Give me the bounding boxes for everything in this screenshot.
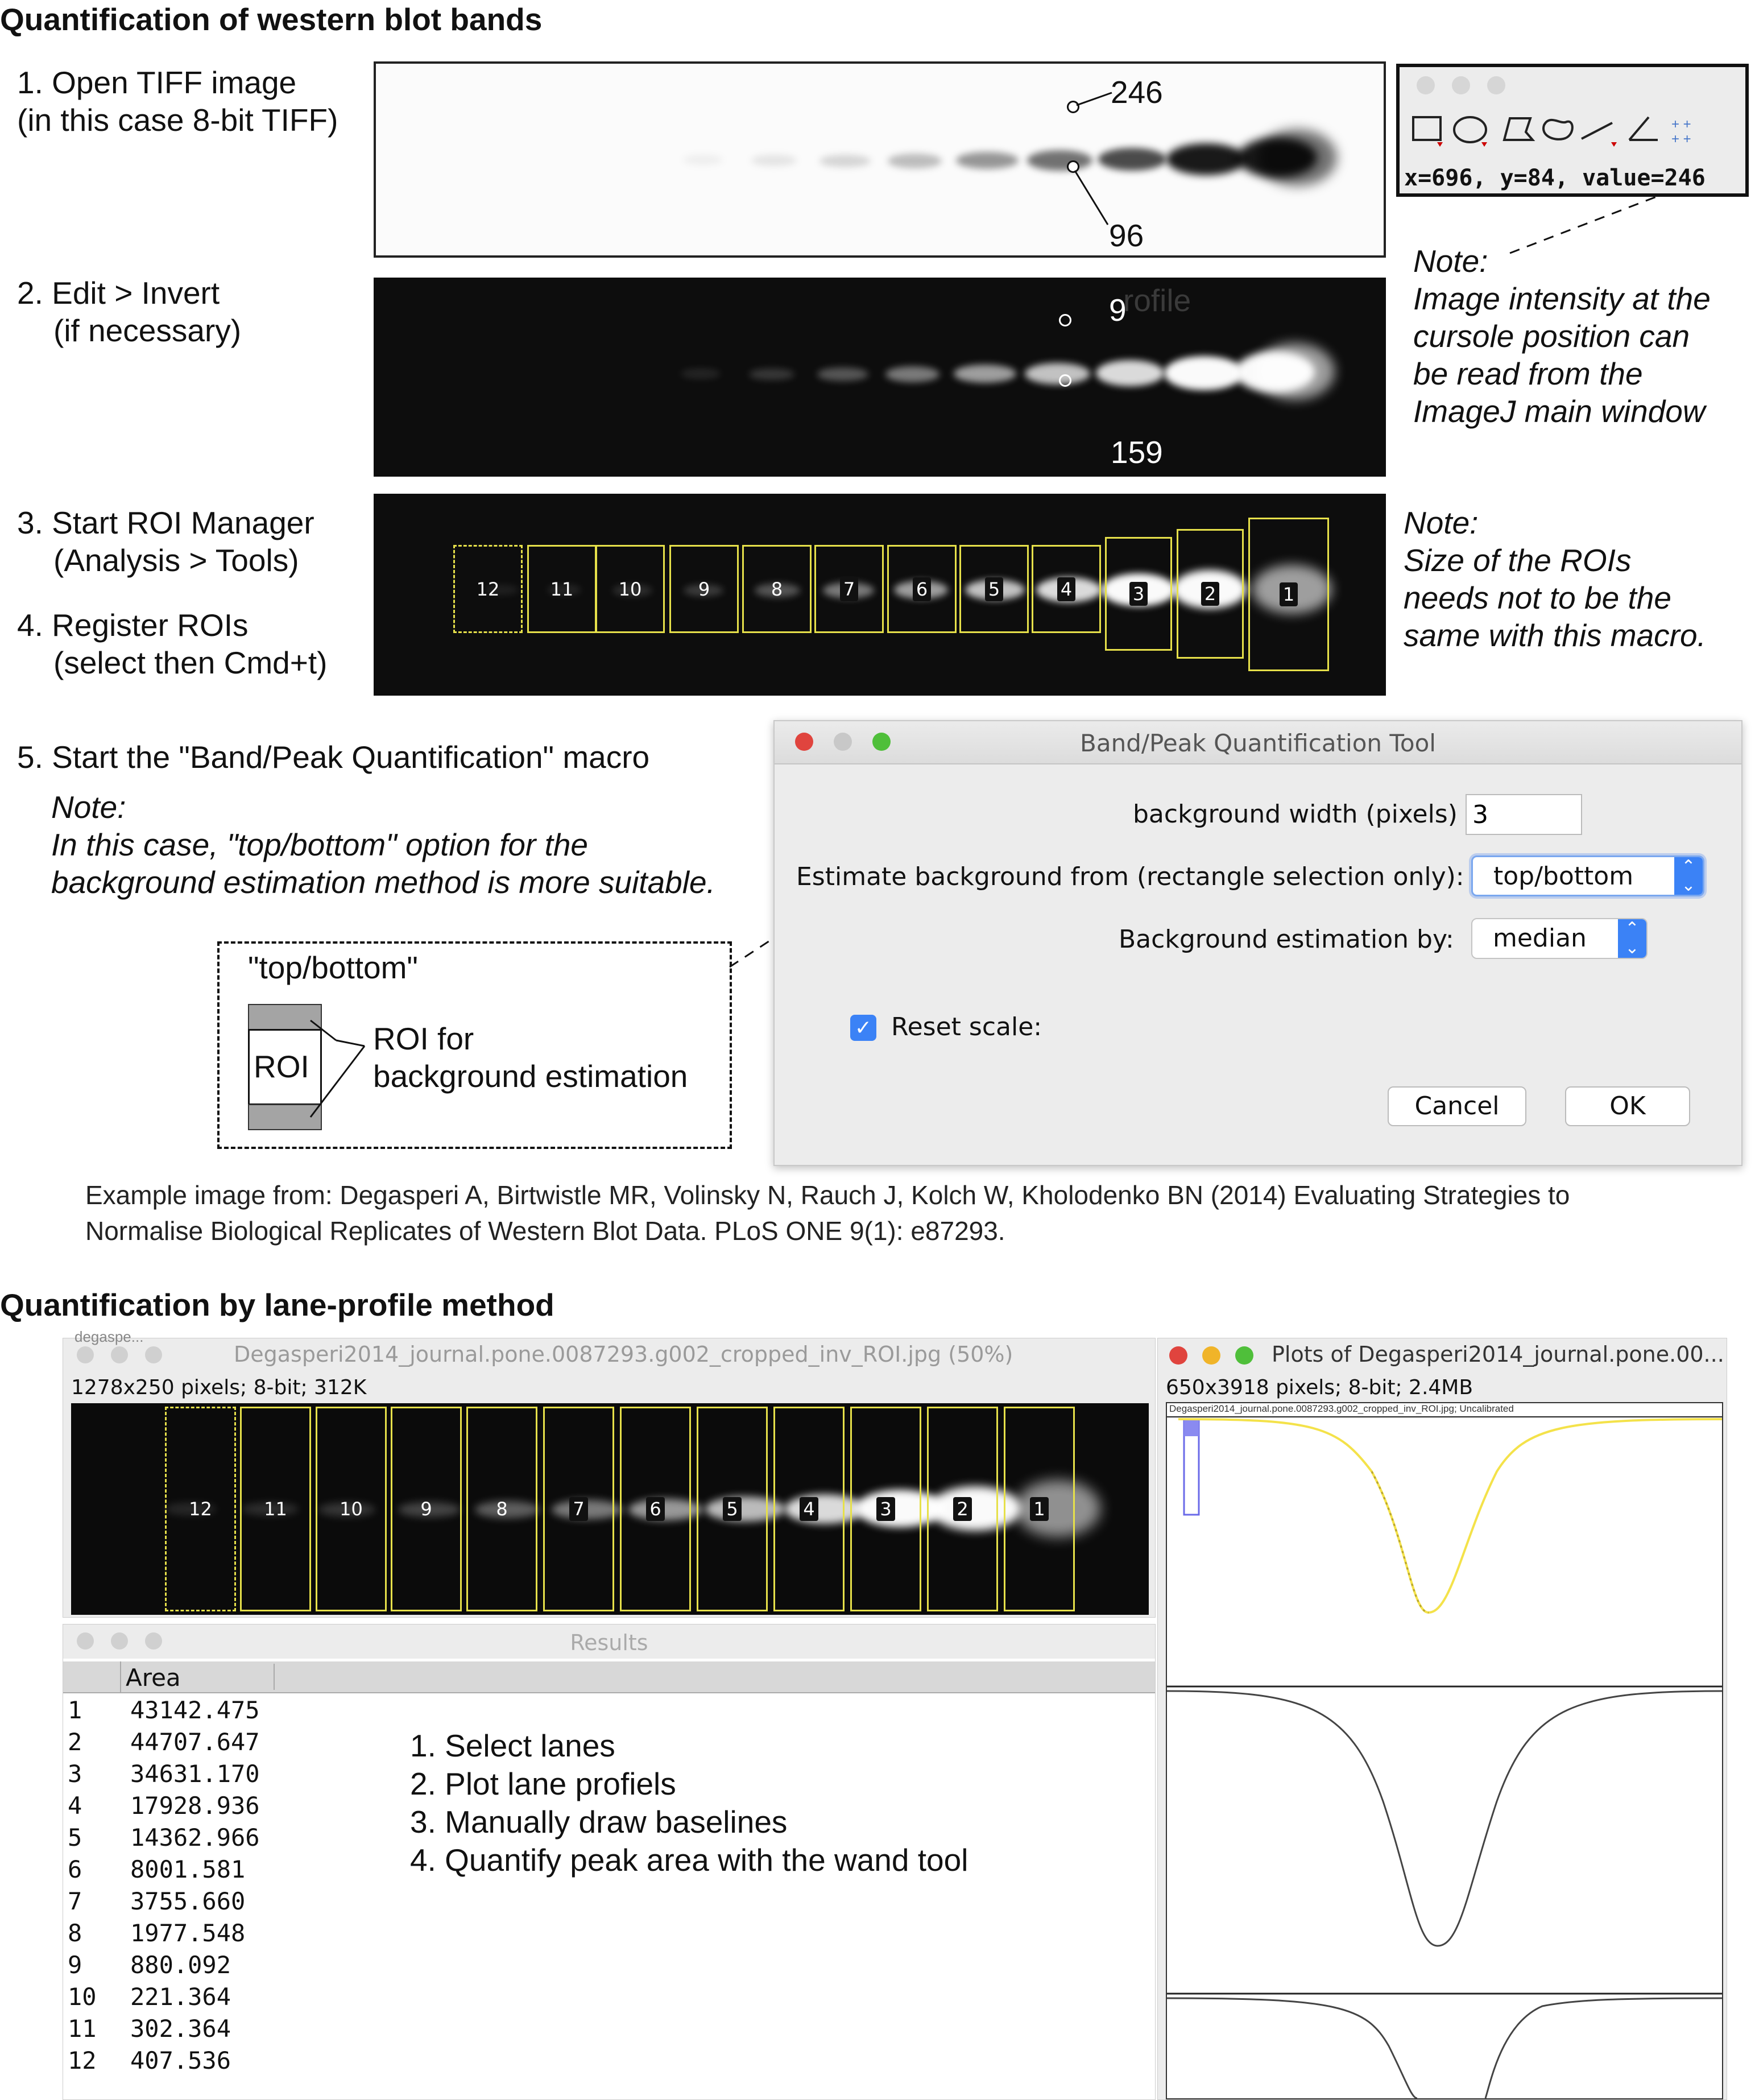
- ok-button[interactable]: OK: [1565, 1086, 1690, 1126]
- row-number: 2: [68, 1728, 82, 1756]
- row-area: 8001.581: [130, 1855, 246, 1883]
- step3-line2: (Analysis > Tools): [53, 543, 299, 578]
- step2-line1: 2. Edit > Invert: [17, 275, 220, 311]
- row-number: 1: [68, 1696, 82, 1724]
- row-area: 1977.548: [130, 1919, 246, 1947]
- window-close-button[interactable]: [77, 1346, 94, 1363]
- estimate-label: Estimate background from (rectangle selection only):: [796, 862, 1464, 891]
- reset-scale-checkbox[interactable]: ✓: [850, 1015, 876, 1041]
- table-row[interactable]: [63, 2047, 231, 2074]
- lane-roi-label-8: 8: [496, 1498, 508, 1520]
- lane-roi-6[interactable]: [620, 1407, 691, 1611]
- table-row[interactable]: [63, 1951, 231, 1979]
- step1-line2: (in this case 8-bit TIFF): [17, 102, 338, 138]
- svg-text:+ +: + +: [1671, 131, 1691, 147]
- note-roi-line2: Size of the ROIs: [1404, 543, 1632, 578]
- plot-header-text: Degasperi2014_journal.pone.0087293.g002_cropped_inv_ROI.jpg; Uncalibrated: [1169, 1403, 1514, 1414]
- table-row[interactable]: [63, 1855, 245, 1883]
- row-number: 7: [68, 1887, 82, 1915]
- results-title: Results: [570, 1630, 648, 1655]
- roi-12[interactable]: [453, 545, 523, 633]
- gel1-value-top: 246: [1111, 75, 1163, 110]
- instruction-3: 3. Manually draw baselines: [410, 1804, 788, 1839]
- row-area: 17928.936: [130, 1792, 260, 1820]
- roi-caption-line2: background estimation: [373, 1059, 688, 1094]
- instruction-1: 1. Select lanes: [410, 1728, 615, 1763]
- row-number: 10: [68, 1983, 97, 2011]
- note-intensity-line2: Image intensity at the: [1413, 281, 1711, 316]
- lane-roi-label-1: 1: [1030, 1497, 1048, 1521]
- note-intensity: [1413, 242, 1711, 430]
- note-step5-line3: background estimation method is more suitable.: [51, 865, 715, 900]
- lane-roi-7[interactable]: [543, 1407, 614, 1611]
- instruction-2: 2. Plot lane profiels: [410, 1766, 676, 1801]
- note-intensity-line4: be read from the: [1413, 356, 1643, 391]
- lane-roi-label-2: 2: [953, 1497, 971, 1521]
- window-zoom-button[interactable]: [145, 1346, 162, 1363]
- lane-roi-5[interactable]: [697, 1407, 768, 1611]
- note-roi-line1: Note:: [1404, 505, 1479, 540]
- lane-roi-12[interactable]: [165, 1407, 236, 1611]
- gel-image-inverted[interactable]: [374, 278, 1386, 477]
- table-row[interactable]: [63, 1792, 260, 1820]
- imagej-toolbar-window: [1396, 64, 1749, 197]
- results-table-body: [63, 1696, 291, 2094]
- reset-scale-label: Reset scale:: [891, 1012, 1042, 1041]
- note-step5-line1: Note:: [51, 789, 126, 825]
- row-number: 3: [68, 1760, 82, 1788]
- roi-label-8: 8: [771, 578, 783, 600]
- table-row[interactable]: [63, 1696, 260, 1724]
- line-tool-icon[interactable]: [1582, 123, 1617, 147]
- note-roi-line4: same with this macro.: [1404, 618, 1706, 653]
- step4-line1: 4. Register ROIs: [17, 607, 249, 643]
- row-number: 8: [68, 1919, 82, 1947]
- plot-window: [1157, 1338, 1727, 2100]
- roi-4[interactable]: [1032, 545, 1101, 633]
- gel-image-with-rois[interactable]: [374, 494, 1386, 696]
- citation-line1: Example image from: Degasperi A, Birtwistle MR, Volinsky N, Rauch J, Kolch W, Kholodenko BN (2014) Evaluating Strategies to: [85, 1180, 1570, 1210]
- lane-roi-10[interactable]: [316, 1407, 387, 1611]
- row-number: 11: [68, 2015, 97, 2043]
- lane-profile-plots: [1167, 1403, 1722, 2098]
- row-number: 6: [68, 1855, 82, 1883]
- estimation-by-value: median: [1493, 924, 1587, 953]
- lane-roi-4[interactable]: [773, 1407, 845, 1611]
- cancel-button[interactable]: Cancel: [1388, 1086, 1526, 1126]
- topbottom-illustration: [217, 941, 732, 1149]
- gel2-ghost-text: rofile: [1123, 283, 1191, 318]
- band-peak-dialog: [773, 720, 1742, 1166]
- lane-roi-label-7: 7: [569, 1497, 587, 1521]
- roi-label-11: 11: [550, 578, 574, 600]
- toolbar-tools: [1404, 108, 1745, 154]
- table-row[interactable]: [63, 1824, 260, 1851]
- roi-6[interactable]: [887, 545, 957, 633]
- roi-2[interactable]: [1177, 529, 1244, 659]
- section2-title: Quantification by lane-profile method: [0, 1287, 554, 1322]
- citation: [85, 1177, 1570, 1249]
- select-arrows-icon: ⌃ ⌄: [1618, 919, 1646, 958]
- lane-roi-11[interactable]: [240, 1407, 311, 1611]
- lane-roi-label-4: 4: [800, 1497, 818, 1521]
- row-number: 12: [68, 2047, 97, 2074]
- roi-diagram-caption: [373, 1020, 688, 1095]
- lane-roi-label-6: 6: [646, 1497, 664, 1521]
- step4-line2: (select then Cmd+t): [53, 645, 328, 680]
- roi-3[interactable]: [1105, 537, 1172, 651]
- roi-label-7: 7: [840, 577, 858, 601]
- lane-roi-label-9: 9: [420, 1498, 432, 1520]
- window-zoom-button[interactable]: [1487, 76, 1505, 94]
- estimation-by-select[interactable]: [1471, 918, 1648, 959]
- row-area: 14362.966: [130, 1824, 260, 1851]
- roi-label-4: 4: [1057, 577, 1075, 601]
- roi-label-10: 10: [618, 578, 642, 600]
- roi-label-5: 5: [985, 577, 1003, 601]
- window-close-button[interactable]: [1417, 76, 1435, 94]
- lane-roi-label-3: 3: [876, 1497, 895, 1521]
- gel2-value-top: 9: [1109, 292, 1127, 328]
- note-step5-line2: In this case, "top/bottom" option for the: [51, 827, 589, 862]
- roi-8[interactable]: [742, 545, 812, 633]
- plot-window-title: Plots of Degasperi2014_journal.pone.00...: [1272, 1342, 1724, 1367]
- row-area: 407.536: [130, 2047, 231, 2074]
- table-row[interactable]: [63, 2015, 231, 2043]
- results-header-row: [63, 1661, 1155, 1693]
- instructions-list: [410, 1727, 968, 1879]
- roi-label-2: 2: [1201, 582, 1219, 606]
- roi-1[interactable]: [1248, 518, 1329, 671]
- note-intensity-line3: cursole position can: [1413, 319, 1690, 354]
- estimation-by-label: Background estimation by:: [1119, 925, 1454, 954]
- row-area: 34631.170: [130, 1760, 260, 1788]
- lane-roi-8[interactable]: [466, 1407, 537, 1611]
- results-window: [63, 1624, 1156, 2100]
- cursor-status-readout: x=696, y=84, value=246: [1404, 165, 1706, 191]
- topbottom-title: "top/bottom": [248, 950, 418, 985]
- instruction-4: 4. Quantify peak area with the wand tool: [410, 1842, 968, 1878]
- lane-roi-9[interactable]: [391, 1407, 462, 1611]
- step5-text: 5. Start the "Band/Peak Quantification" macro: [17, 739, 650, 775]
- table-row[interactable]: [63, 1887, 245, 1915]
- roi-11[interactable]: [527, 545, 597, 633]
- table-row[interactable]: [63, 1760, 260, 1788]
- row-number: 4: [68, 1792, 82, 1820]
- lane-image[interactable]: [71, 1403, 1149, 1615]
- image-window-title: Degasperi2014_journal.pone.0087293.g002_cropped_inv_ROI.jpg (50%): [234, 1342, 1013, 1367]
- note-step5: [51, 788, 715, 901]
- select-arrows-icon: ⌃ ⌄: [1674, 857, 1703, 895]
- row-area: 880.092: [130, 1951, 231, 1979]
- window-close-button[interactable]: [1169, 1346, 1187, 1365]
- note-roi-size: [1404, 504, 1706, 654]
- lane-roi-1[interactable]: [1004, 1407, 1075, 1611]
- results-column-area[interactable]: Area: [126, 1664, 275, 1690]
- partial-window-label: degaspe...: [74, 1328, 144, 1345]
- table-row[interactable]: [63, 1919, 245, 1947]
- row-area: 302.364: [130, 2015, 231, 2043]
- roi-label-6: 6: [913, 577, 931, 601]
- window-minimize-button[interactable]: [1202, 1346, 1220, 1365]
- estimate-select-value: top/bottom: [1493, 862, 1634, 891]
- step1-line1: 1. Open TIFF image: [17, 65, 297, 100]
- lane-roi-label-10: 10: [340, 1498, 363, 1520]
- roi-label-3: 3: [1129, 582, 1148, 606]
- roi-label-9: 9: [698, 578, 710, 600]
- window-minimize-button[interactable]: [1452, 76, 1470, 94]
- roi-diagram-label: ROI: [254, 1049, 309, 1084]
- image-window: [63, 1328, 1156, 1618]
- multipoint-tool-icon[interactable]: [1671, 117, 1691, 147]
- note-intensity-line1: Note:: [1413, 243, 1488, 279]
- citation-line2: Normalise Biological Replicates of Western Blot Data. PLoS ONE 9(1): e87293.: [85, 1216, 1005, 1246]
- angle-tool-icon[interactable]: [1629, 117, 1658, 140]
- dialog-titlebar: [775, 721, 1741, 764]
- step3-line1: 3. Start ROI Manager: [17, 505, 314, 540]
- estimate-select[interactable]: [1471, 855, 1704, 896]
- rectangle-tool-icon[interactable]: [1413, 117, 1443, 147]
- row-area: 3755.660: [130, 1887, 246, 1915]
- note-intensity-line5: ImageJ main window: [1413, 394, 1706, 429]
- plot-canvas[interactable]: [1166, 1402, 1723, 2099]
- row-number: 5: [68, 1824, 82, 1851]
- bg-width-label: background width (pixels): [1133, 800, 1458, 829]
- roi-10[interactable]: [595, 545, 665, 633]
- svg-text:+ +: + +: [1671, 117, 1691, 132]
- roi-label-1: 1: [1280, 582, 1298, 606]
- freehand-tool-icon[interactable]: [1543, 120, 1572, 139]
- section1-title: Quantification of western blot bands: [0, 2, 543, 37]
- results-titlebar: [63, 1624, 1155, 1659]
- table-row[interactable]: [63, 1983, 231, 2011]
- lane-roi-label-11: 11: [264, 1498, 287, 1520]
- note-roi-line3: needs not to be the: [1404, 580, 1671, 615]
- lane-roi-3[interactable]: [850, 1407, 921, 1611]
- lane-roi-label-12: 12: [189, 1498, 212, 1520]
- oval-tool-icon[interactable]: [1454, 117, 1487, 147]
- roi-label-12: 12: [476, 578, 500, 600]
- dialog-title: Band/Peak Quantification Tool: [1080, 729, 1436, 757]
- gel1-value-bottom: 96: [1109, 218, 1144, 253]
- gel2-value-bottom: 159: [1111, 435, 1163, 470]
- row-area: 44707.647: [130, 1728, 260, 1756]
- table-row[interactable]: [63, 1728, 260, 1756]
- step2-line2: (if necessary): [53, 313, 242, 348]
- roi-5[interactable]: [959, 545, 1029, 633]
- window-zoom-button[interactable]: [1235, 1346, 1253, 1365]
- row-number: 9: [68, 1951, 82, 1979]
- lane-roi-label-5: 5: [723, 1497, 741, 1521]
- roi-9[interactable]: [669, 545, 739, 633]
- bg-width-input[interactable]: [1466, 794, 1582, 835]
- row-area: 221.364: [130, 1983, 231, 2011]
- polygon-tool-icon[interactable]: [1504, 118, 1533, 140]
- window-minimize-button[interactable]: [111, 1346, 128, 1363]
- cursor-marker-bottom: [1059, 374, 1071, 387]
- image-window-info: 1278x250 pixels; 8-bit; 312K: [71, 1376, 367, 1399]
- cursor-marker-top: [1059, 314, 1071, 326]
- roi-caption-line1: ROI for: [373, 1021, 474, 1056]
- roi-7[interactable]: [814, 545, 884, 633]
- plot-window-info: 650x3918 pixels; 8-bit; 2.4MB: [1166, 1376, 1473, 1399]
- row-area: 43142.475: [130, 1696, 260, 1724]
- lane-roi-2[interactable]: [927, 1407, 998, 1611]
